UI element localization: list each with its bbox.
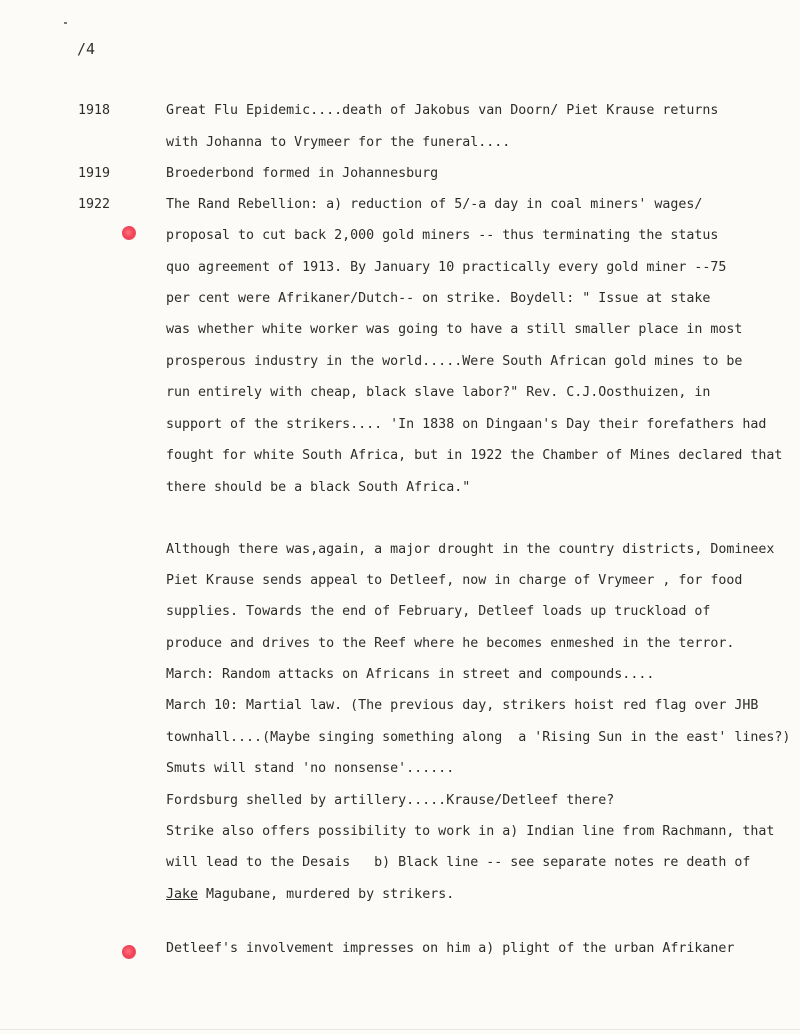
text-line: support of the strikers.... 'In 1838 on Dingaan's Day their forefathers had (166, 417, 767, 432)
stray-mark (64, 22, 67, 24)
text-line: March 10: Martial law. (The previous day, strikers hoist red flag over JHB (166, 698, 759, 713)
text-line: Fordsburg shelled by artillery.....Krause/Detleef there? (166, 793, 615, 808)
text-line: prosperous industry in the world.....Were South African gold mines to be (166, 354, 743, 369)
text-line: The Rand Rebellion: a) reduction of 5/-a day in coal miners' wages/ (166, 197, 703, 212)
text-line: March: Random attacks on Africans in street and compounds.... (166, 667, 655, 682)
year-label-1919: 1919 (78, 166, 111, 181)
text-line: Smuts will stand 'no nonsense'...... (166, 761, 455, 776)
text-line: supplies. Towards the end of February, Detleef loads up truckload of (166, 604, 711, 619)
text-line: proposal to cut back 2,000 gold miners -- thus terminating the status (166, 228, 719, 243)
text-line: Although there was,again, a major drought in the country districts, Domineex (166, 542, 775, 557)
text-line: Detleef's involvement impresses on him a) plight of the urban Afrikaner (166, 941, 735, 956)
year-label-1922: 1922 (78, 197, 111, 212)
text-line: per cent were Afrikaner/Dutch-- on strike. Boydell: " Issue at stake (166, 291, 711, 306)
text-line-with-underline (166, 887, 454, 902)
text-line: Strike also offers possibility to work in a) Indian line from Rachmann, that (166, 824, 775, 839)
text-line: with Johanna to Vrymeer for the funeral.... (166, 135, 511, 150)
text-line: there should be a black South Africa." (166, 480, 471, 495)
text-line: Broederbond formed in Johannesburg (166, 166, 439, 181)
text-line: produce and drives to the Reef where he becomes enmeshed in the terror. (166, 636, 735, 651)
text-line: Great Flu Epidemic....death of Jakobus van Doorn/ Piet Krause returns (166, 103, 719, 118)
text-line: townhall....(Maybe singing something along a 'Rising Sun in the east' lines?) (166, 730, 791, 745)
page-edge (0, 1029, 800, 1030)
page-number: /4 (77, 40, 96, 58)
text-line: fought for white South Africa, but in 1922 the Chamber of Mines declared that (166, 448, 783, 463)
text-line: was whether white worker was going to have a still smaller place in most (166, 322, 743, 337)
text-line: Magubane, murdered by strikers. (206, 887, 455, 902)
text-line: will lead to the Desais b) Black line -- see separate notes re death of (166, 855, 751, 870)
red-marker-dot (122, 945, 136, 959)
underlined-name: Jake (166, 887, 199, 902)
year-label-1918: 1918 (78, 103, 111, 118)
text-line: run entirely with cheap, black slave labor?" Rev. C.J.Oosthuizen, in (166, 385, 711, 400)
text-line: Piet Krause sends appeal to Detleef, now in charge of Vrymeer , for food (166, 573, 743, 588)
red-marker-dot (122, 226, 136, 240)
text-line: quo agreement of 1913. By January 10 practically every gold miner --75 (166, 260, 727, 275)
